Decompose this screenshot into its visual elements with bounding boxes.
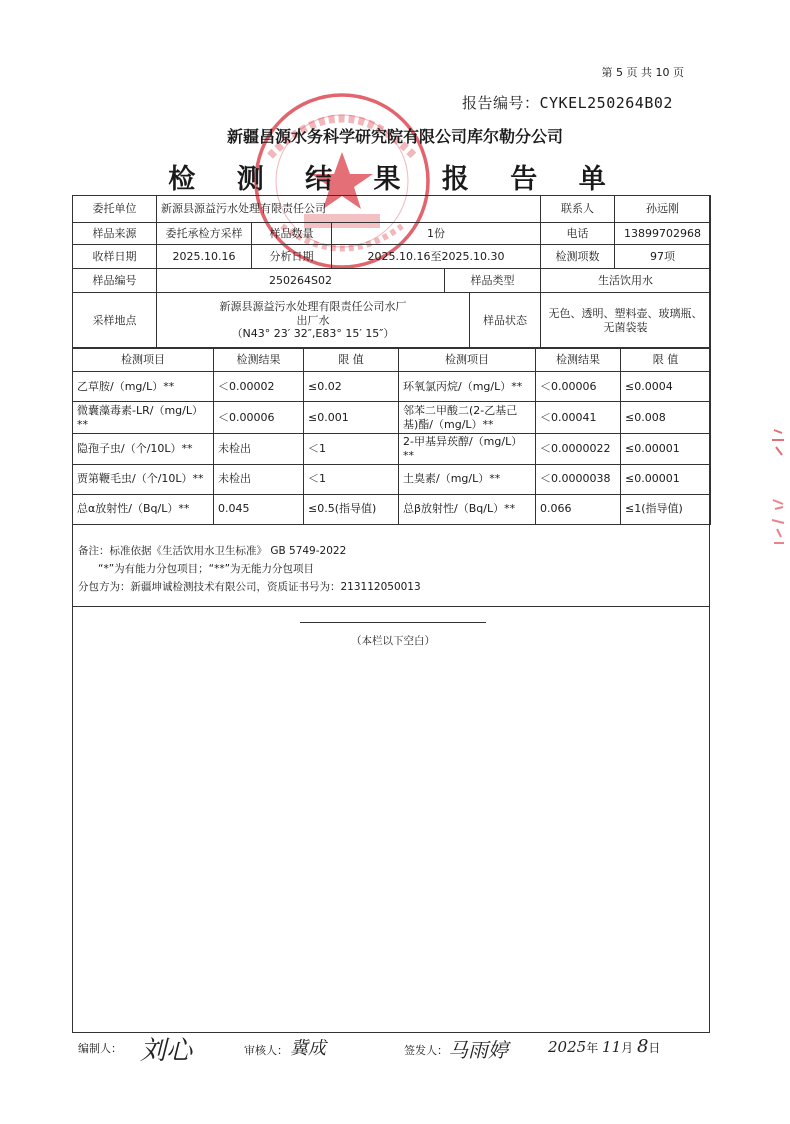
item-result: 0.066 (536, 494, 621, 524)
date-month-unit: 月 (621, 1041, 634, 1055)
issuer-label: 签发人： (404, 1044, 448, 1057)
item-name: 土臭素/（mg/L）** (399, 464, 536, 494)
item-limit: ≤0.00001 (621, 464, 711, 494)
item-name: 2-甲基异莰醇/（mg/L）** (399, 434, 536, 465)
item-limit: ＜1 (304, 434, 399, 465)
item-name: 贾第鞭毛虫/（个/10L）** (73, 464, 214, 494)
seam-stamp-mark (768, 425, 790, 565)
item-limit: ≤0.00001 (621, 434, 711, 465)
standard-note: 备注：标准依据《生活饮用水卫生标准》 GB 5749-2022 (78, 545, 347, 557)
location-line-3: （N43° 23′ 32″,E83° 15′ 15″） (231, 327, 395, 341)
item-result: 0.045 (214, 494, 304, 524)
location-line-2: 出厂水 (296, 313, 330, 327)
analysis-label: 分析日期 (252, 245, 332, 269)
signing-date (548, 1036, 660, 1057)
notes-divider (72, 606, 710, 607)
client-value: 新源县源益污水处理有限责任公司 (157, 196, 541, 223)
date-day: 8 (636, 1036, 649, 1057)
received-label: 收样日期 (73, 245, 157, 269)
date-year: 2025 (548, 1038, 587, 1056)
contact-value: 孙远刚 (615, 196, 711, 223)
date-year-unit: 年 (586, 1041, 599, 1055)
items-label: 检测项数 (541, 245, 615, 269)
location-value (157, 293, 470, 349)
reviewer-label: 审核人： (244, 1044, 288, 1057)
item-limit: ≤0.0004 (621, 372, 711, 402)
item-name: 总α放射性/（Bq/L）** (73, 494, 214, 524)
state-value: 无色、透明、塑料壶、玻璃瓶、无菌袋装 (541, 293, 711, 349)
contact-label: 联系人 (541, 196, 615, 223)
item-name: 乙草胺/（mg/L）** (73, 372, 214, 402)
subcontract-legend: “*”为有能力分包项目；“**”为无能力分包项目 (98, 563, 315, 575)
item-limit: ≤0.001 (304, 402, 399, 434)
table-row (73, 372, 711, 402)
date-day-unit: 日 (648, 1041, 661, 1055)
table-row (73, 494, 711, 524)
items-value: 97项 (615, 245, 711, 269)
sample-info-table (72, 195, 711, 349)
header-result-2: 检测结果 (536, 348, 621, 372)
item-result: ＜0.00002 (214, 372, 304, 402)
sample-type-label: 样品类型 (445, 269, 541, 293)
header-item-1: 检测项目 (73, 348, 214, 372)
date-month: 11 (602, 1038, 622, 1056)
item-name: 微囊藻毒素-LR/（mg/L）** (73, 402, 214, 434)
header-result-1: 检测结果 (214, 348, 304, 372)
item-name: 总β放射性/（Bq/L）** (399, 494, 536, 524)
item-name: 邻苯二甲酸二(2-乙基己基)酯/（mg/L）** (399, 402, 536, 434)
quantity-value: 1份 (332, 223, 541, 245)
results-table (72, 347, 711, 525)
received-value: 2025.10.16 (157, 245, 252, 269)
issuer-signature: 马雨婷 (448, 1038, 508, 1062)
reviewer-signature: 冀成 (290, 1038, 326, 1059)
table-row (73, 464, 711, 494)
page-indicator: 第 5 页 共 10 页 (601, 66, 684, 79)
source-label: 样品来源 (73, 223, 157, 245)
item-limit: ≤0.5(指导值) (304, 494, 399, 524)
item-result: ＜0.0000022 (536, 434, 621, 465)
table-row (73, 434, 711, 465)
client-label: 委托单位 (73, 196, 157, 223)
sample-type-value: 生活饮用水 (541, 269, 711, 293)
compiler-label: 编制人： (78, 1042, 122, 1055)
table-row (73, 402, 711, 434)
phone-label: 电话 (541, 223, 615, 245)
state-label: 样品状态 (470, 293, 541, 349)
location-line-1: 新源县源益污水处理有限责任公司水厂 (219, 299, 407, 313)
quantity-label: 样品数量 (252, 223, 332, 245)
item-limit: ≤0.008 (621, 402, 711, 434)
header-item-2: 检测项目 (399, 348, 536, 372)
item-result: ＜0.0000038 (536, 464, 621, 494)
company-name: 新疆昌源水务科学研究院有限公司库尔勒分公司 (226, 127, 563, 146)
blank-divider (300, 622, 486, 623)
document-title: 检 测 结 果 报 告 单 (168, 164, 622, 195)
source-value: 委托承检方采样 (157, 223, 252, 245)
phone-value: 13899702968 (615, 223, 711, 245)
report-number: 报告编号：CYKEL250264B02 (462, 94, 673, 112)
item-result: 未检出 (214, 464, 304, 494)
item-result: 未检出 (214, 434, 304, 465)
item-limit: ≤0.02 (304, 372, 399, 402)
item-name: 环氧氯丙烷/（mg/L）** (399, 372, 536, 402)
item-result: ＜0.00006 (214, 402, 304, 434)
item-limit: ＜1 (304, 464, 399, 494)
sample-no-label: 样品编号 (73, 269, 157, 293)
compiler-signature: 刘心 (140, 1036, 193, 1066)
item-name: 隐孢子虫/（个/10L）** (73, 434, 214, 465)
header-limit-1: 限 值 (304, 348, 399, 372)
location-label: 采样地点 (73, 293, 157, 349)
sample-no-value: 250264S02 (157, 269, 445, 293)
header-limit-2: 限 值 (621, 348, 711, 372)
blank-notice: （本栏以下空白） (351, 635, 435, 647)
item-result: ＜0.00006 (536, 372, 621, 402)
analysis-value: 2025.10.16至2025.10.30 (332, 245, 541, 269)
item-limit: ≤1(指导值) (621, 494, 711, 524)
item-result: ＜0.00041 (536, 402, 621, 434)
subcontractor-note: 分包方为：新疆坤诚检测技术有限公司，资质证书号为：213112050013 (78, 581, 421, 593)
